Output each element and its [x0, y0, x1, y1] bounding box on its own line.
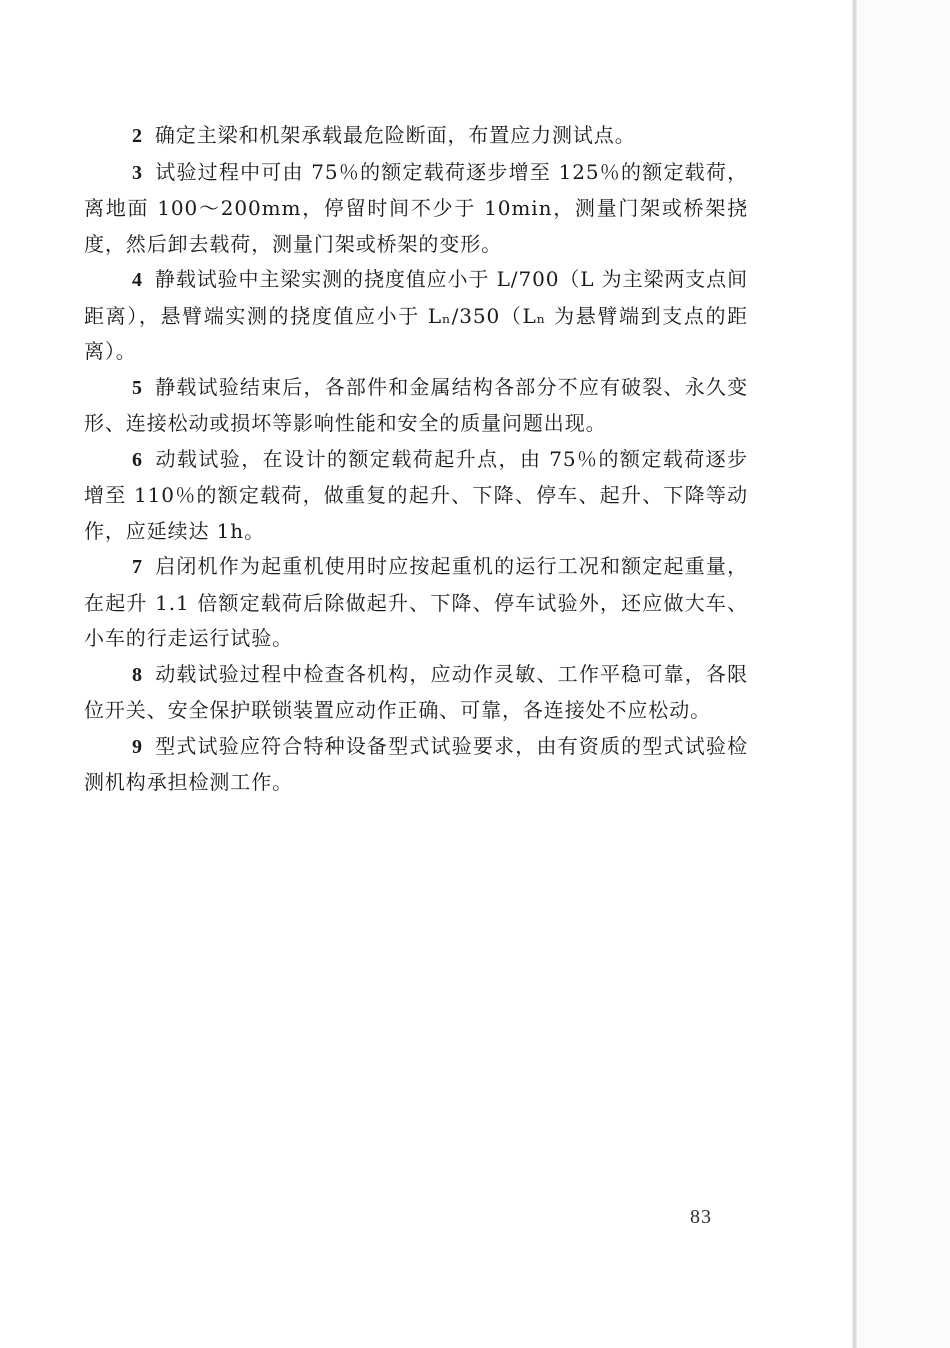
clause-text: 试验过程中可由 75％的额定载荷逐步增至 125％的额定载荷，离地面 100～200mm，停留时间不少于 10min，测量门架或桥架挠度，然后卸去载荷，测量门架或桥架的变形。: [84, 159, 748, 256]
clause-number: 9: [132, 735, 143, 758]
clause-text: 启闭机作为起重机使用时应按起重机的运行工况和额定起重量，在起升 1.1 倍额定载荷后除做起升、下降、停车试验外，还应做大车、小车的行走运行试验。: [84, 554, 748, 650]
clause-number: 8: [132, 663, 143, 686]
clause-number: 3: [132, 161, 143, 184]
clause-4: [84, 262, 748, 370]
clause-text: 动载试验，在设计的额定载荷起升点，由 75％的额定载荷逐步增至 110％的额定载荷，做重复的起升、下降、停车、起升、下降等动作，应延续达 1h。: [84, 446, 748, 543]
clause-number: 4: [132, 269, 143, 291]
scan-margin: [857, 0, 950, 1348]
clause-number: 6: [132, 448, 143, 471]
clause-text: 静载试验结束后，各部件和金属结构各部分不应有破裂、永久变形、连接松动或损坏等影响性能和安全的质量问题出现。: [84, 374, 748, 435]
clause-list: [84, 118, 748, 801]
clause-2: [84, 118, 748, 155]
page-number: 83: [690, 1206, 712, 1228]
clause-5: [84, 370, 748, 442]
clause-number: 5: [132, 376, 143, 399]
clause-7: [84, 549, 748, 657]
clause-9: [84, 729, 748, 801]
clause-3: [84, 155, 748, 263]
clause-6: [84, 442, 748, 550]
clause-8: [84, 657, 748, 729]
clause-number: 7: [132, 556, 143, 578]
clause-text: 动载试验过程中检查各机构，应动作灵敏、工作平稳可靠，各限位开关、安全保护联锁装置应动作正确、可靠，各连接处不应松动。: [84, 661, 748, 722]
clause-text: 型式试验应符合特种设备型式试验要求，由有资质的型式试验检测机构承担检测工作。: [84, 733, 748, 794]
clause-number: 2: [132, 125, 143, 147]
clause-text: 确定主梁和机架承载最危险断面，布置应力测试点。: [154, 123, 636, 147]
clause-text: 静载试验中主梁实测的挠度值应小于 L/700（L 为主梁两支点间距离），悬臂端实测的挠度值应小于 Lₙ/350（Lₙ 为悬臂端到支点的距离）。: [84, 267, 748, 363]
